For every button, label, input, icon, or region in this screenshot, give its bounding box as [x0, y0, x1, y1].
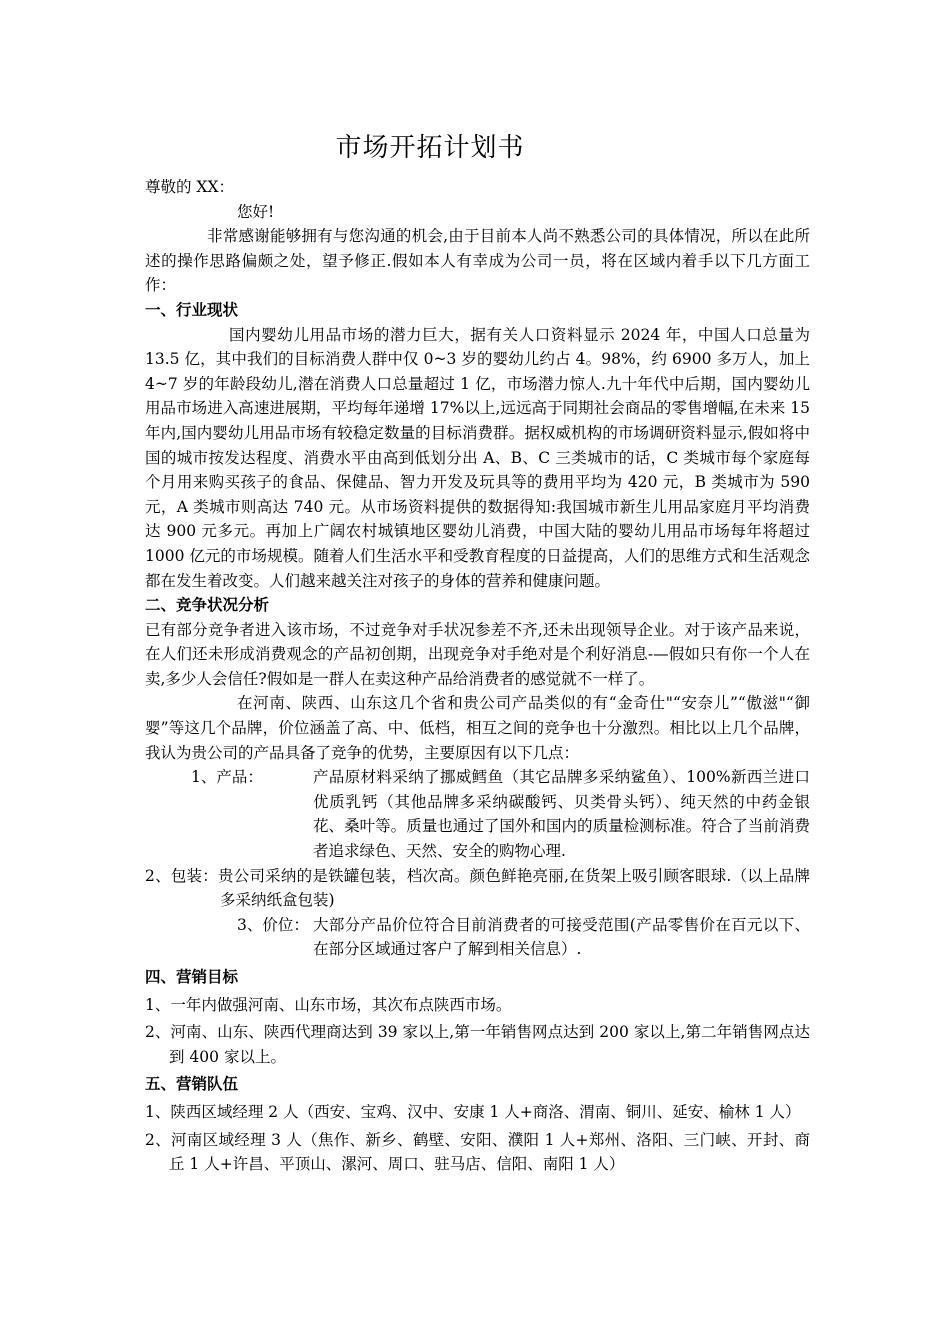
section-4-heading: 四、营销目标 — [145, 968, 239, 986]
advantage-item-product — [145, 765, 810, 863]
section-2-paragraph-2: 在河南、陕西、山东这几个省和贵公司产品类似的有“金奇仕"“安奈儿”“傲滋"“御婴”等这几个品牌，价位涵盖了高、中、低档，相互之间的竞争也十分激烈。相比以上几个品牌，我认为贵公司的产品具备了竞争的优势，主要原因有以下几点： — [145, 694, 810, 762]
advantage-label: 1、产品： — [191, 768, 263, 787]
advantage-item-packaging — [145, 864, 810, 913]
section-1-paragraph: 国内婴幼儿用品市场的潜力巨大，据有关人口资料显示 2024 年，中国人口总量为 13.5 亿，其中我们的目标消费人群中仅 0~3 岁的婴幼儿约占 4。98%，约 6900 多万人，加上 4~7 岁的年龄段幼儿,潜在消费人口总量超过 1 亿，市场潜力惊人.九十年代中后期，国内婴幼儿用品市场进入高速进展期，平均每年递增 17%以上,远远高于同期社会商品的零售增幅,在未来 15 年内,国内婴幼儿用品市场有较稳定数量的目标消费群。据权威机构的市场调研资料显示,假如将中国的城市按发达程度、消费水平由高到低划分出 A、B、C 三类城市的话，C 类城市每个家庭每个月用来购买孩子的食品、保健品、智力开发及玩具等的费用平均为 420 元，B 类城市为 590 元，A 类城市则高达 740 元。从市场资料提供的数据得知:我国城市新生儿用品家庭月平均消费达 900 元多元。再加上广阔农村城镇地区婴幼儿消费，中国大陆的婴幼儿用品市场每年将超过 1000 亿元的市场规模。随着人们生活水平和受教育程度的日益提高，人们的思维方式和生活观念都在发生着改变。人们越来越关注对孩子的身体的营养和健康问题。 — [145, 325, 810, 590]
greeting: 您好! — [237, 202, 275, 221]
advantage-item-price — [145, 913, 810, 962]
advantage-text — [145, 864, 810, 913]
salutation: 尊敬的 XX： — [145, 178, 234, 196]
advantage-label: 2、包装： — [145, 866, 218, 885]
list-item: 1、陕西区域经理 2 人（西安、宝鸡、汉中、安康 1 人+商洛、渭南、铜川、延安、榆林 1 人） — [145, 1102, 801, 1121]
list-item: 1、一年内做强河南、山东市场，其次布点陕西市场。 — [145, 995, 512, 1014]
advantage-body: 贵公司采纳的是铁罐包装，档次高。颜色鲜艳亮丽,在货架上吸引顾客眼球.（以上品牌多采纳纸盒包装) — [218, 866, 810, 910]
section-1-heading: 一、行业现状 — [145, 300, 239, 319]
document-body — [145, 175, 810, 1177]
section-2-heading: 二、竞争状况分析 — [145, 596, 270, 615]
advantage-text: 大部分产品价位符合目前消费者的可接受范围(产品零售价在百元以下、在部分区域通过客户了解到相关信息）. — [313, 915, 810, 959]
list-item: 2、河南区域经理 3 人（焦作、新乡、鹤壁、安阳、濮阳 1 人+郑州、洛阳、三门峡、开封、商丘 1 人+许昌、平顶山、漯河、周口、驻马店、信阳、南阳 1 人） — [145, 1130, 810, 1174]
section-5-heading: 五、营销队伍 — [145, 1075, 239, 1094]
document-title: 市场开拓计划书 — [335, 133, 525, 163]
advantage-text: 产品原材料采纳了挪威鳕鱼（其它品牌多采纳鲨鱼）、100%新西兰进口优质乳钙（其他品牌多采纳碳酸钙、贝类骨头钙）、纯天然的中药金银花、桑叶等。质量也通过了国外和国内的质量检测标准。符合了当前消费者追求绿色、天然、安全的购物心理. — [313, 768, 810, 861]
section-2-paragraph-1: 已有部分竞争者进入该市场，不过竞争对手状况参差不齐,还未出现领导企业。对于该产品来说，在人们还未形成消费观念的产品初创期，出现竞争对手绝对是个利好消息-—假如只有你一个人在卖,多少人会信任?假如是一群人在卖这种产品给消费者的感觉就不一样了。 — [145, 620, 810, 688]
list-item: 2、河南、山东、陕西代理商达到 39 家以上,第一年销售网点达到 200 家以上,第二年销售网点达到 400 家以上。 — [145, 1023, 810, 1066]
intro-paragraph: 非常感谢能够拥有与您沟通的机会,由于目前本人尚不熟悉公司的具体情况，所以在此所述的操作思路偏颇之处，望予修正.假如本人有幸成为公司一员，将在区域内着手以下几方面工作： — [145, 227, 810, 295]
advantage-label: 3、价位： — [237, 915, 309, 934]
